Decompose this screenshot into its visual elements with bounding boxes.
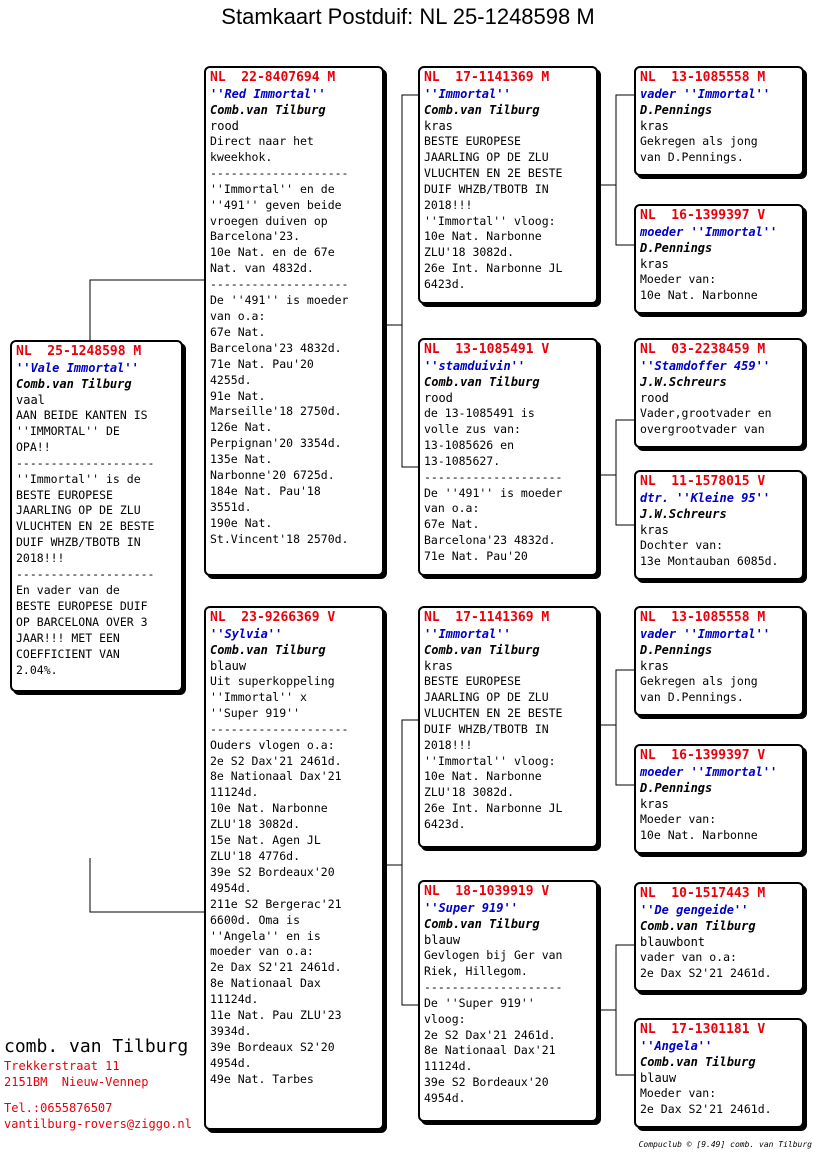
ring-number: NL 22-8407694 M bbox=[210, 70, 336, 85]
pigeon-color: rood bbox=[424, 391, 453, 405]
pigeon-info: Moeder van: 10e Nat. Narbonne bbox=[640, 272, 758, 302]
ring-number: NL 13-1085558 M bbox=[640, 610, 766, 625]
owner-phone: Tel.:0655876507 bbox=[4, 1101, 113, 1115]
owner-city: 2151BM Nieuw-Vennep bbox=[4, 1075, 149, 1089]
breeder: D.Pennings bbox=[640, 103, 713, 117]
ring-number: NL 13-1085558 M bbox=[640, 70, 766, 85]
great-grandparent-card-1[interactable] bbox=[634, 66, 804, 176]
ring-number: NL 10-1517443 M bbox=[640, 886, 766, 901]
pigeon-info: de 13-1085491 is volle zus van: 13-1085626 en 13-1085627. -------------------- De ''491'' is moeder van o.a: 67e Nat. Barcelona'23 4832d. 71e Nat. Pau'20 bbox=[424, 406, 563, 564]
breeder: Comb.van Tilburg bbox=[210, 103, 326, 117]
pigeon-info: Uit superkoppeling ''Immortal'' x ''Super 919'' -------------------- Ouders vlogen o.a: 2e S2 Dax'21 2461d. 8e Nationaal Dax'21 11124d. 10e Nat. Narbonne ZLU'18 3082d. 15e Nat. Agen JL ZLU'18 4776d. 39e S2 Bordeaux'20 4954d. 211e S2 Bergerac'21 6600d. Oma is ''Angela'' en is moeder van o.a: 2e Dax S2'21 2461d. 8e Nationaal Dax 11124d. 11e Nat. Pau ZLU'23 3934d. 39e Bordeaux S2'20 4954d. 49e Nat. Tarbes bbox=[210, 674, 349, 1086]
great-grandparent-card-4[interactable] bbox=[634, 470, 804, 580]
breeder: Comb.van Tilburg bbox=[424, 103, 540, 117]
ring-number: NL 11-1578015 V bbox=[640, 474, 766, 489]
owner-email[interactable]: vantilburg-rovers@ziggo.nl bbox=[4, 1117, 192, 1131]
footer-credit: Compuclub © [9.49] comb. van Tilburg bbox=[638, 1140, 812, 1149]
pigeon-color: vaal bbox=[16, 393, 45, 407]
pigeon-info: BESTE EUROPESE JAARLING OP DE ZLU VLUCHTEN EN 2E BESTE DUIF WHZB/TBOTB IN 2018!!! ''Immortal'' vloog: 10e Nat. Narbonne ZLU'18 3082d. 26e Int. Narbonne JL 6423d. bbox=[424, 674, 563, 832]
great-grandparent-card-7[interactable] bbox=[634, 882, 804, 992]
ring-number: NL 13-1085491 V bbox=[424, 342, 550, 357]
great-grandparent-card-3[interactable] bbox=[634, 338, 804, 448]
ring-number: NL 16-1399397 V bbox=[640, 208, 766, 223]
breeder: D.Pennings bbox=[640, 781, 713, 795]
great-grandparent-card-6[interactable] bbox=[634, 744, 804, 854]
ring-number: NL 17-1141369 M bbox=[424, 70, 550, 85]
pigeon-color: kras bbox=[640, 523, 669, 537]
pigeon-name: ''Red Immortal'' bbox=[210, 87, 326, 101]
pigeon-color: blauw bbox=[640, 1071, 677, 1085]
maternal-grandfather-card[interactable] bbox=[418, 606, 598, 848]
owner-block bbox=[4, 1036, 192, 1132]
breeder: D.Pennings bbox=[640, 643, 713, 657]
breeder: Comb.van Tilburg bbox=[424, 643, 540, 657]
paternal-grandmother-card[interactable] bbox=[418, 338, 598, 576]
breeder: D.Pennings bbox=[640, 241, 713, 255]
pigeon-color: rood bbox=[640, 391, 669, 405]
pigeon-color: kras bbox=[640, 119, 669, 133]
pigeon-name: ''Super 919'' bbox=[424, 901, 518, 915]
page-title: Stamkaart Postduif: NL 25-1248598 M bbox=[221, 4, 595, 29]
pigeon-name: moeder ''Immortal'' bbox=[640, 225, 778, 239]
mother-card[interactable] bbox=[204, 606, 384, 1130]
great-grandparent-card-2[interactable] bbox=[634, 204, 804, 314]
paternal-grandfather-card[interactable] bbox=[418, 66, 598, 304]
breeder: Comb.van Tilburg bbox=[16, 377, 132, 391]
pigeon-info: Moeder van: 2e Dax S2'21 2461d. bbox=[640, 1086, 772, 1116]
ring-number: NL 03-2238459 M bbox=[640, 342, 766, 357]
ring-number: NL 17-1301181 V bbox=[640, 1022, 766, 1037]
pigeon-info: Vader,grootvader en overgrootvader van bbox=[640, 406, 772, 436]
pigeon-color: kras bbox=[424, 659, 453, 673]
pigeon-name: ''stamduivin'' bbox=[424, 359, 526, 373]
pigeon-name: moeder ''Immortal'' bbox=[640, 765, 778, 779]
pigeon-name: vader ''Immortal'' bbox=[640, 87, 771, 101]
pigeon-info: AAN BEIDE KANTEN IS ''IMMORTAL'' DE OPA!! -------------------- ''Immortal'' is de BESTE EUROPESE JAARLING OP DE ZLU VLUCHTEN EN 2E BESTE DUIF WHZB/TBOTB IN 2018!!! -------------------- En vader van de BESTE EUROPESE DUIF OP BARCELONA OVER 3 JAAR!!! MET EEN COEFFICIENT VAN 2.04%. bbox=[16, 408, 155, 677]
ring-number: NL 23-9266369 V bbox=[210, 610, 336, 625]
maternal-grandmother-card[interactable] bbox=[418, 880, 598, 1122]
breeder: Comb.van Tilburg bbox=[640, 919, 756, 933]
breeder: Comb.van Tilburg bbox=[424, 917, 540, 931]
pigeon-info: Moeder van: 10e Nat. Narbonne bbox=[640, 812, 758, 842]
subject-card[interactable] bbox=[10, 340, 183, 692]
pigeon-info: vader van o.a: 2e Dax S2'21 2461d. bbox=[640, 950, 772, 980]
breeder: Comb.van Tilburg bbox=[424, 375, 540, 389]
pigeon-info: Gekregen als jong van D.Pennings. bbox=[640, 134, 758, 164]
pigeon-name: ''De gengeide'' bbox=[640, 903, 749, 917]
pigeon-name: dtr. ''Kleine 95'' bbox=[640, 491, 771, 505]
pigeon-name: ''Vale Immortal'' bbox=[16, 361, 139, 375]
pigeon-color: blauw bbox=[210, 659, 247, 673]
pigeon-color: kras bbox=[640, 257, 669, 271]
owner-name: comb. van Tilburg bbox=[4, 1036, 189, 1057]
pigeon-info: Direct naar het kweekhok. -------------------- ''Immortal'' en de ''491'' geven beide vroegen duiven op Barcelona'23. 10e Nat. en de 67e Nat. van 4832d. -------------------- De ''491'' is moeder van o.a: 67e Nat. Barcelona'23 4832d. 71e Nat. Pau'20 4255d. 91e Nat. Marseille'18 2750d. 126e Nat. Perpignan'20 3354d. 135e Nat. Narbonne'20 6725d. 184e Nat. Pau'18 3551d. 190e Nat. St.Vincent'18 2570d. bbox=[210, 134, 349, 546]
pigeon-color: kras bbox=[640, 659, 669, 673]
owner-street: Trekkerstraat 11 bbox=[4, 1059, 120, 1073]
pigeon-info: Gevlogen bij Ger van Riek, Hillegom. -------------------- De ''Super 919'' vloog: 2e S2 Dax'21 2461d. 8e Nationaal Dax'21 11124d. 39e S2 Bordeaux'20 4954d. bbox=[424, 948, 563, 1106]
pigeon-info: Gekregen als jong van D.Pennings. bbox=[640, 674, 758, 704]
ring-number: NL 25-1248598 M bbox=[16, 344, 142, 359]
pigeon-color: kras bbox=[424, 119, 453, 133]
breeder: Comb.van Tilburg bbox=[640, 1055, 756, 1069]
ring-number: NL 16-1399397 V bbox=[640, 748, 766, 763]
pigeon-color: blauwbont bbox=[640, 935, 706, 949]
pigeon-name: ''Immortal'' bbox=[424, 87, 511, 101]
pigeon-name: ''Stamdoffer 459'' bbox=[640, 359, 771, 373]
pigeon-name: ''Immortal'' bbox=[424, 627, 511, 641]
pigeon-name: vader ''Immortal'' bbox=[640, 627, 771, 641]
great-grandparent-card-5[interactable] bbox=[634, 606, 804, 716]
pigeon-name: ''Sylvia'' bbox=[210, 627, 283, 641]
pigeon-color: kras bbox=[640, 797, 669, 811]
breeder: Comb.van Tilburg bbox=[210, 643, 326, 657]
breeder: J.W.Schreurs bbox=[640, 375, 727, 389]
father-card[interactable] bbox=[204, 66, 384, 576]
great-grandparent-card-8[interactable] bbox=[634, 1018, 804, 1128]
pigeon-name: ''Angela'' bbox=[640, 1039, 713, 1053]
pigeon-color: blauw bbox=[424, 933, 461, 947]
pigeon-info: Dochter van: 13e Montauban 6085d. bbox=[640, 538, 779, 568]
pigeon-info: BESTE EUROPESE JAARLING OP DE ZLU VLUCHTEN EN 2E BESTE DUIF WHZB/TBOTB IN 2018!!! ''Immortal'' vloog: 10e Nat. Narbonne ZLU'18 3082d. 26e Int. Narbonne JL 6423d. bbox=[424, 134, 563, 292]
pigeon-color: rood bbox=[210, 119, 239, 133]
ring-number: NL 18-1039919 V bbox=[424, 884, 550, 899]
breeder: J.W.Schreurs bbox=[640, 507, 727, 521]
ring-number: NL 17-1141369 M bbox=[424, 610, 550, 625]
